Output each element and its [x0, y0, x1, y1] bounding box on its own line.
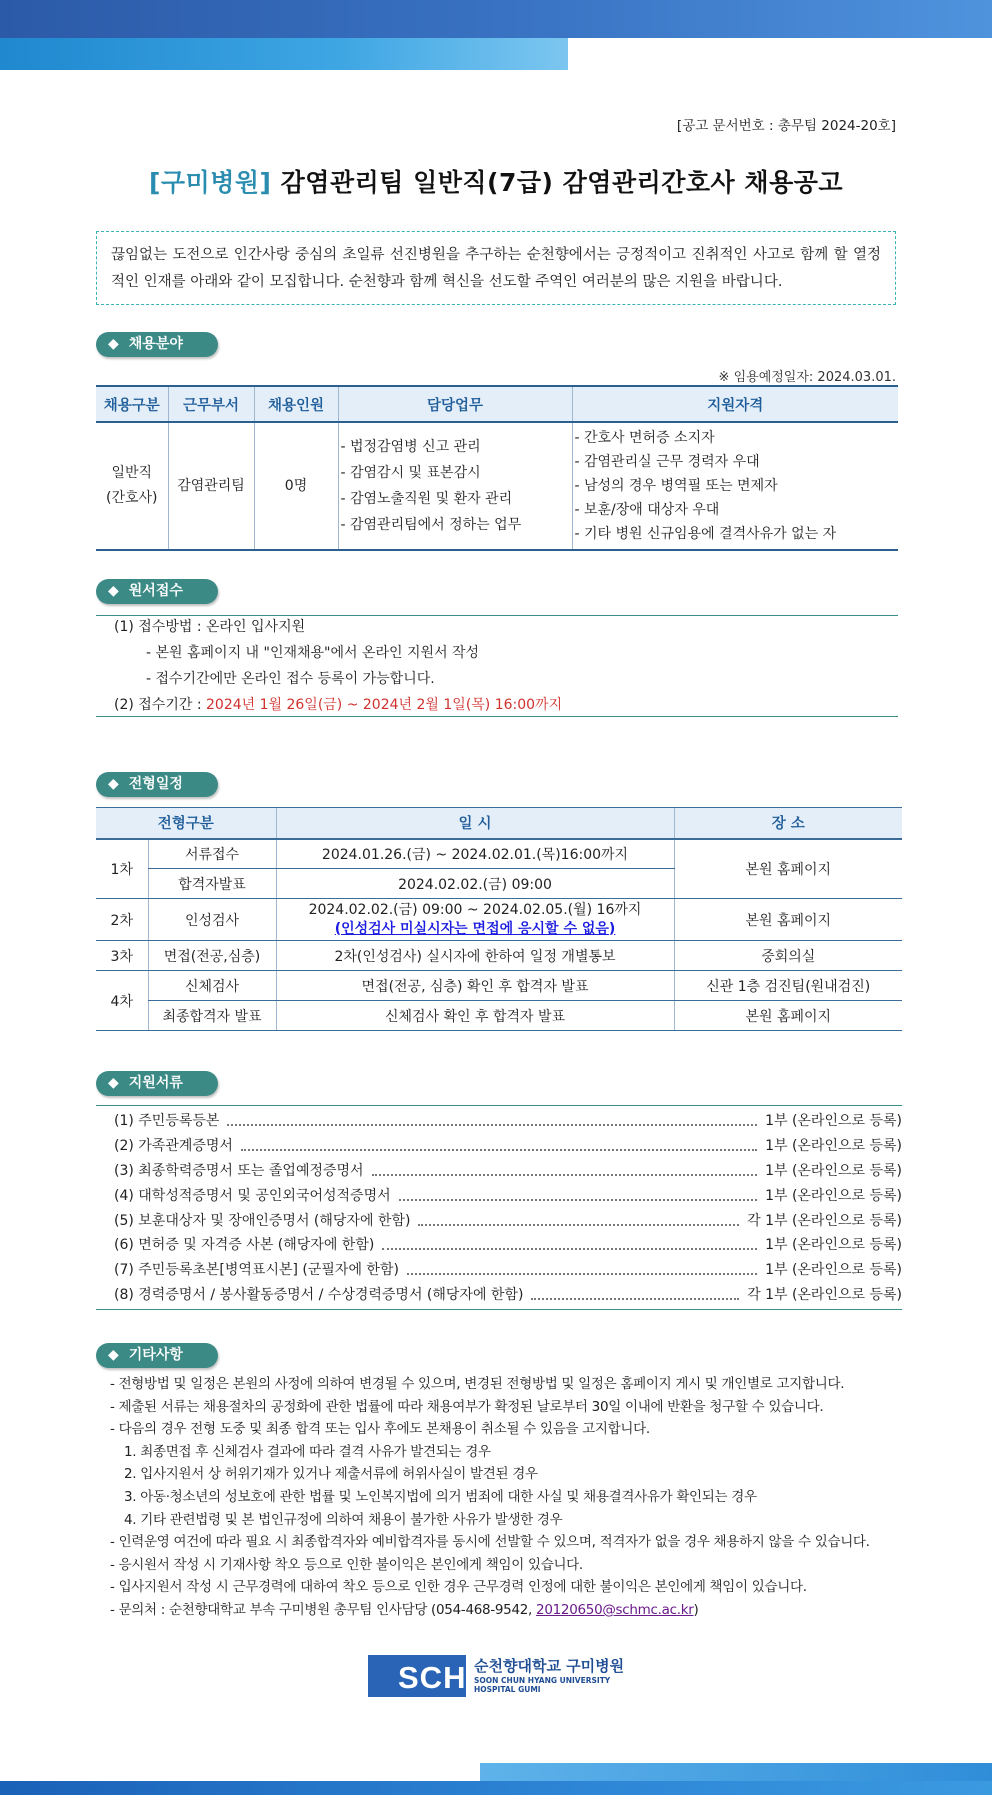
col-header: 장 소 — [674, 808, 902, 839]
section-pill-schedule: ◆ 전형일정 — [96, 772, 218, 797]
section-pill-documents: ◆ 지원서류 — [96, 1071, 218, 1096]
section-divider — [96, 716, 898, 717]
count-cell: 0명 — [254, 422, 338, 550]
document-number: [공고 문서번호 : 총무팀 2024-20호] — [676, 118, 896, 134]
logo-english-name: SOON CHUN HYANG UNIVERSITY HOSPITAL GUMI — [474, 1676, 611, 1694]
date-cell: 2차(인성검사) 실시자에 한하여 일정 개별통보 — [276, 941, 674, 971]
qualifications-cell: - 간호사 면허증 소지자 - 감염관리실 근무 경력자 우대 - 남성의 경우 병역필 또는 면제자 - 보훈/장애 대상자 우대 - 기타 병원 신규임용에 결격사유가 없는 자 — [572, 422, 898, 550]
sch-logo-mark: SCH — [368, 1655, 466, 1697]
item-cell: 서류접수 — [148, 839, 276, 869]
section-pill-field: ◆ 채용분야 — [96, 332, 218, 357]
hospital-logo — [368, 1655, 630, 1697]
appointment-date-note: ※ 임용예정일자: 2024.03.01. — [718, 370, 896, 385]
date-cell: 2024.01.26.(금) ~ 2024.02.01.(목)16:00까지 — [276, 839, 674, 869]
list-item: (2) 가족관계증명서 1부 (온라인으로 등록) — [114, 1138, 902, 1155]
title-hospital: [구미병원] — [148, 168, 272, 197]
documents-list — [96, 1105, 902, 1310]
recruitment-table — [96, 385, 898, 551]
list-item: (7) 주민등록초본[병역표시본] (군필자에 한함) 1부 (온라인으로 등록) — [114, 1262, 902, 1279]
col-header: 담당업무 — [338, 386, 572, 422]
apply-info — [114, 614, 562, 718]
col-header: 근무부서 — [168, 386, 254, 422]
diamond-icon: ◆ — [108, 336, 119, 352]
table-row — [96, 839, 902, 869]
apply-period: (2) 접수기간 : 2024년 1월 26일(금) ~ 2024년 2월 1일(목) 16:00까지 — [114, 697, 563, 713]
table-row — [96, 971, 902, 1001]
logo-korean-name: 순천향대학교 구미병원 — [474, 1657, 625, 1675]
stage-cell: 3차 — [96, 941, 148, 971]
stage-cell: 4차 — [96, 971, 148, 1031]
table-row — [96, 422, 898, 550]
diamond-icon: ◆ — [108, 583, 119, 599]
place-cell: 중회의실 — [674, 941, 902, 971]
place-cell: 본원 홈페이지 — [674, 899, 902, 941]
list-item: (3) 최종학력증명서 또는 졸업예정증명서 1부 (온라인으로 등록) — [114, 1162, 902, 1179]
list-item: (1) 주민등록등본 1부 (온라인으로 등록) — [114, 1113, 902, 1130]
header-band-accent — [0, 38, 568, 70]
title-text: 감염관리팀 일반직(7급) 감염관리간호사 채용공고 — [280, 168, 844, 197]
stage-cell: 1차 — [96, 839, 148, 899]
col-header: 일 시 — [276, 808, 674, 839]
misc-notes: - 전형방법 및 일정은 본원의 사정에 의하여 변경될 수 있으며, 변경된 전형방법 및 일정은 홈페이지 게시 및 개인별로 고지합니다. - 제출된 서류는 채용절차의 공정화에 관한 법률에 따라 채용여부가 확정된 날로부터 30일 이내에 반환을 청구할 수 있습니다. - 다음의 경우 전형 도중 및 최종 합격 또는 입사 후에도 본채용이 취소될 수 있음을 고지합니다. 1. 최종면접 후 신체검사 결과에 따라 결격 사유가 발견되는 경우 2. 입사지원서 상 허위기재가 있거나 제출서류에 허위사실이 발견된 경우 3. 아동·청소년의 성보호에 관한 법률 및 노인복지법에 의거 범죄에 대한 사실 및 채용결격사유가 확인되는 경우 4. 기타 관련법령 및 본 법인규정에 의하여 채용이 불가한 사유가 발생한 경우 - 인력운영 여건에 따라 필요 시 최종합격자와 예비합격자를 동시에 선발할 수 있으며, 적격자가 없을 경우 채용하지 않을 수 있습니다. - 응시원서 작성 시 기재사항 착오 등으로 인한 불이익은 본인에게 책임이 있습니다. - 입사지원서 작성 시 근무경력에 대하여 착오 등으로 인한 경우 근무경력 인정에 대한 불이익은 본인에게 책임이 있습니다. - 문의처 : 순천향대학교 부속 구미병원 총무팀 인사담당 (054-468-9542, 20120650@schmc.ac.kr) — [110, 1373, 870, 1622]
table-header-row — [96, 808, 902, 839]
place-cell: 본원 홈페이지 — [674, 1001, 902, 1031]
table-header-row — [96, 386, 898, 422]
stage-cell: 2차 — [96, 899, 148, 941]
col-header: 전형구분 — [96, 808, 276, 839]
table-row — [96, 1001, 902, 1031]
duties-cell: - 법정감염병 신고 관리 - 감염감시 및 표본감시 - 감염노출직원 및 환자 관리 - 감염관리팀에서 정하는 업무 — [338, 422, 572, 550]
place-cell: 신관 1층 검진팀(원내검진) — [674, 971, 902, 1001]
diamond-icon: ◆ — [108, 1347, 119, 1363]
list-item: (5) 보훈대상자 및 장애인증명서 (해당자에 한함) 각 1부 (온라인으로 등록) — [114, 1212, 902, 1229]
table-row — [96, 899, 902, 941]
date-cell: 면접(전공, 심층) 확인 후 합격자 발표 — [276, 971, 674, 1001]
col-header: 채용인원 — [254, 386, 338, 422]
header-band — [0, 0, 992, 38]
table-row — [96, 941, 902, 971]
apply-method: (1) 접수방법 : 온라인 입사지원 — [114, 619, 306, 635]
section-pill-apply: ◆ 원서접수 — [96, 579, 218, 604]
apply-sub2: - 접수기간에만 온라인 접수 등록이 가능합니다. — [146, 671, 435, 687]
col-header: 채용구분 — [96, 386, 168, 422]
col-header: 지원자격 — [572, 386, 898, 422]
footer-band-accent — [480, 1763, 992, 1781]
personality-test-warning: (인성검사 미실시자는 면접에 응시할 수 없음) — [334, 920, 616, 937]
apply-sub1: - 본원 홈페이지 내 "인재채용"에서 온라인 지원서 작성 — [146, 645, 480, 661]
date-cell: 신체검사 확인 후 합격자 발표 — [276, 1001, 674, 1031]
item-cell: 신체검사 — [148, 971, 276, 1001]
diamond-icon: ◆ — [108, 1075, 119, 1091]
section-pill-misc: ◆ 기타사항 — [96, 1343, 218, 1368]
date-cell: 2024.02.02.(금) 09:00 ~ 2024.02.05.(월) 16까지 (인성검사 미실시자는 면접에 응시할 수 없음) — [276, 899, 674, 941]
category-cell: 일반직 (간호사) — [96, 422, 168, 550]
place-cell: 본원 홈페이지 — [674, 839, 902, 899]
footer-band — [0, 1781, 992, 1795]
intro-box: 끊임없는 도전으로 인간사랑 중심의 초일류 선진병원을 추구하는 순천향에서는 긍정적이고 진취적인 사고로 함께 할 열정적인 인재를 아래와 같이 모집합니다. 순천향과 함께 혁신을 선도할 주역인 여러분의 많은 지원을 바랍니다. — [96, 231, 896, 305]
item-cell: 최종합격자 발표 — [148, 1001, 276, 1031]
item-cell: 합격자발표 — [148, 869, 276, 899]
item-cell: 면접(전공,심층) — [148, 941, 276, 971]
contact-line: - 문의처 : 순천향대학교 부속 구미병원 총무팀 인사담당 (054-468-9542, 20120650@schmc.ac.kr) — [110, 1601, 699, 1618]
item-cell: 인성검사 — [148, 899, 276, 941]
department-cell: 감염관리팀 — [168, 422, 254, 550]
contact-email-link[interactable]: 20120650@schmc.ac.kr — [536, 1601, 694, 1618]
list-item: (8) 경력증명서 / 봉사활동증명서 / 수상경력증명서 (해당자에 한함) 각 1부 (온라인으로 등록) — [114, 1286, 902, 1303]
list-item: (4) 대학성적증명서 및 공인외국어성적증명서 1부 (온라인으로 등록) — [114, 1187, 902, 1204]
list-item: (6) 면허증 및 자격증 사본 (해당자에 한함) 1부 (온라인으로 등록) — [114, 1237, 902, 1254]
schedule-table — [96, 807, 902, 1031]
diamond-icon: ◆ — [108, 776, 119, 792]
date-cell: 2024.02.02.(금) 09:00 — [276, 869, 674, 899]
page-title — [0, 163, 992, 199]
